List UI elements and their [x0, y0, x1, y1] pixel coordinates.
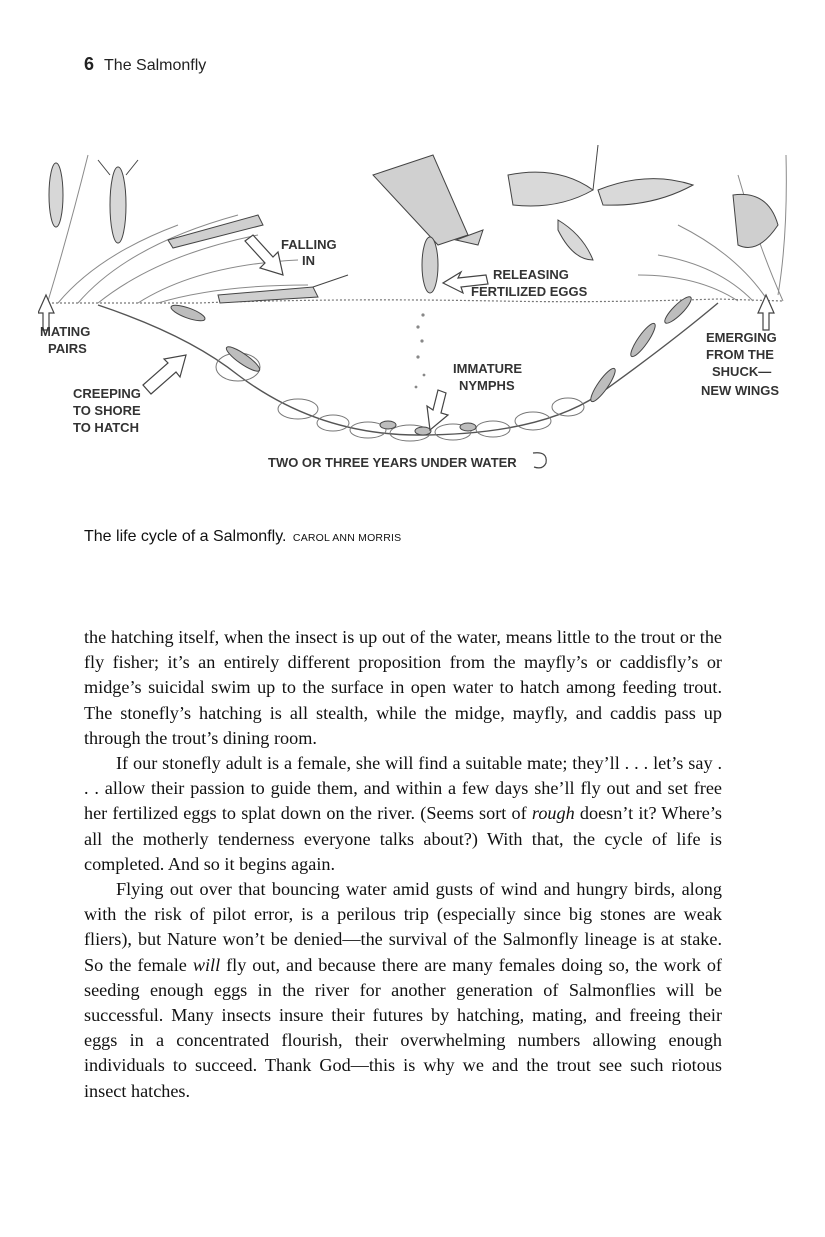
flying-adult [508, 145, 693, 260]
label-creeping-3: TO HATCH [73, 420, 139, 435]
emerging-adult [733, 194, 778, 247]
mating-pair-insects [49, 160, 138, 243]
paragraph-3-part-b: fly out, and because there are many females doing so, the work of seeding enough eggs in the river for another generation of Salmonflies will be successful. Many insects insure their futures by hatching, mating, and freeing their eggs in a concentrated flourish, their overwhelming numbers allowing enough individuals to succeed. Thank God—this is why we and the trout see such riotous insect hatches. [84, 954, 722, 1101]
paragraph-2-emphasis: rough [531, 803, 575, 824]
caption-credit: CAROL ANN MORRIS [292, 532, 402, 544]
label-immature-1: IMMATURE [453, 361, 523, 376]
label-emerging-2: FROM THE [706, 347, 774, 362]
paragraph-2-part-b: doesn’t it? Where’s all the motherly tenderness everyone talks about?) With that, the cycle of life is completed. And so it begins again. [84, 803, 722, 874]
label-mating-1: MATING [40, 324, 91, 339]
adult-on-water [218, 275, 348, 303]
grass-left [48, 155, 308, 303]
figure-caption [84, 528, 401, 546]
running-head-title: The Salmonfly [104, 57, 207, 74]
water-surface [48, 299, 783, 303]
falling-in-arrow [245, 235, 283, 275]
label-under-water: TWO OR THREE YEARS UNDER WATER [268, 455, 517, 470]
running-head [84, 54, 206, 75]
label-immature-2: NYMPHS [459, 378, 515, 393]
label-emerging-1: EMERGING [706, 330, 777, 345]
life-cycle-illustration [38, 135, 790, 483]
paragraph-3-emphasis: will [192, 954, 221, 975]
paragraph-2-part-a: If our stonefly adult is a female, she will find a suitable mate; they’ll . . . let’s say . . . allow their passion to guide them, and within a few days she’ll fly out and set free her fertilized eggs to splat down on the river. (Seems sort of [84, 753, 722, 824]
label-falling-in-2: IN [302, 253, 315, 268]
label-emerging-3: SHUCK— [712, 364, 772, 379]
creeping-arrow [143, 355, 186, 394]
falling-eggs [415, 313, 426, 388]
riverbed [98, 303, 718, 435]
label-releasing-1: RELEASING [493, 267, 569, 282]
label-creeping-1: CREEPING [73, 386, 141, 401]
label-releasing-2: FERTILIZED EGGS [471, 284, 588, 299]
life-cycle-drawing [38, 135, 790, 483]
label-emerging-4: NEW WINGS [701, 383, 779, 398]
caption-text: The life cycle of a Salmonfly. [84, 528, 287, 545]
page-number: 6 [84, 54, 95, 74]
label-falling-in-1: FALLING [281, 237, 337, 252]
under-water-arrow [533, 453, 546, 468]
paragraph-3 [84, 877, 722, 1104]
label-mating-2: PAIRS [48, 341, 87, 356]
paragraph-1: the hatching itself, when the insect is up out of the water, means little to the trout or the fly fisher; it’s an entirely different proposition from the mayfly’s or caddisfly’s or midge’s suicidal swim up to the surface in open water to hatch among feeding trout. The stonefly’s hatching is all stealth, while the midge, mayfly, and caddis pass up through the trout’s dining room. [84, 627, 722, 748]
paragraph-3-part-a: Flying out over that bouncing water amid gusts of wind and hungry birds, along with the risk of pilot error, is a perilous trip (especially since big stones are weak fliers), but Nature won’t be denied—the survival of the Salmonfly lineage is at stake. So the female [84, 879, 722, 975]
label-creeping-2: TO SHORE [73, 403, 141, 418]
paragraph-2 [84, 751, 722, 877]
body-text [84, 625, 722, 1104]
immature-nymphs-arrow [427, 390, 448, 430]
cycle-arrows [38, 235, 774, 468]
egg-laying-female [373, 155, 483, 293]
